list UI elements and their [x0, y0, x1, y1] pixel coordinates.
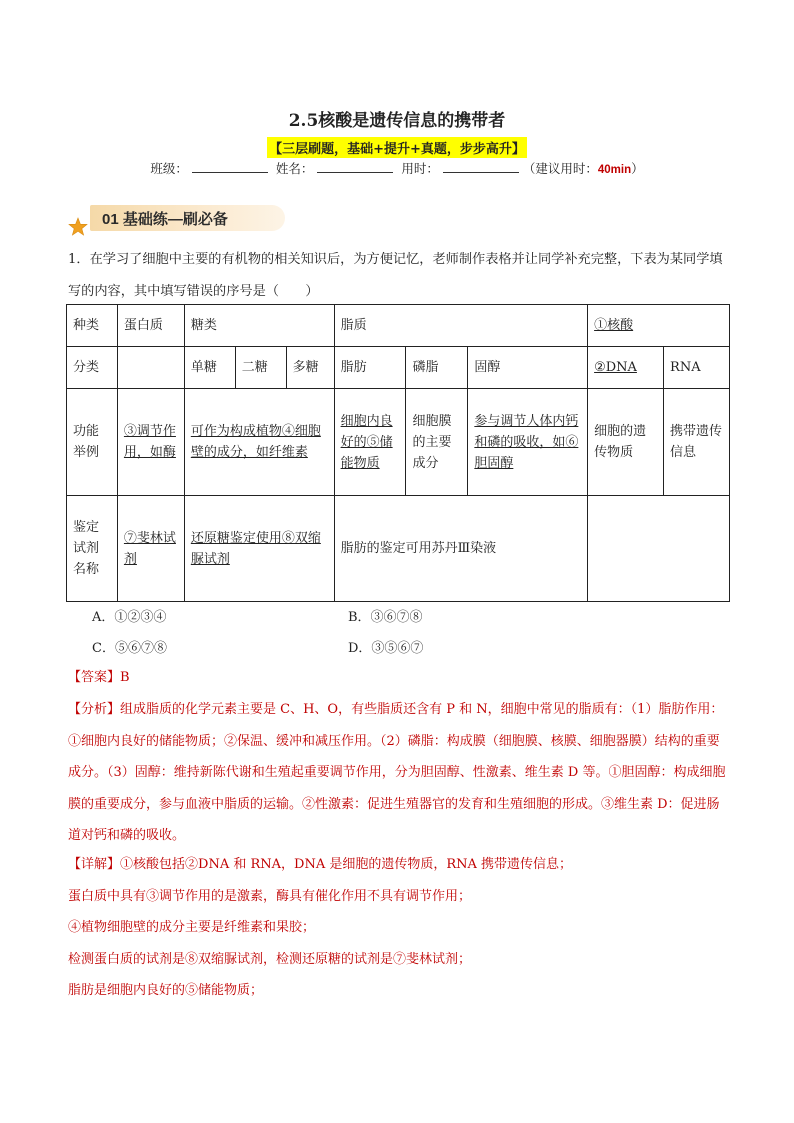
- table-row: [67, 389, 730, 496]
- page-title: 2.5核酸是遗传信息的携带者: [288, 111, 506, 131]
- table-cell: 种类: [67, 305, 118, 347]
- time-blank[interactable]: [443, 160, 519, 173]
- knowledge-table: [66, 304, 730, 602]
- table-cell: 脂质: [334, 305, 588, 347]
- table-cell: 固醇: [468, 347, 588, 389]
- time-label: 用时：: [401, 161, 439, 176]
- name-label: 姓名：: [275, 161, 314, 176]
- table-cell: ②DNA: [588, 347, 664, 389]
- detail-line: 脂肪是细胞内良好的⑤储能物质；: [68, 983, 264, 998]
- table-cell: 磷脂: [406, 347, 468, 389]
- table-cell: 还原糖鉴定使用⑧双缩脲试剂: [184, 496, 334, 602]
- table-cell: 脂肪: [334, 347, 406, 389]
- subtitle-banner: 【三层刷题，基础+提升+真题，步步高升】: [267, 137, 527, 158]
- table-row: [67, 496, 730, 602]
- detail-line: ④植物细胞壁的成分主要是纤维素和果胶；: [68, 920, 316, 935]
- detail-line: 蛋白质中具有③调节作用的是激素，酶具有催化作用不具有调节作用；: [68, 888, 472, 904]
- analysis-label: 【分析】: [68, 702, 121, 717]
- table-row: [67, 305, 730, 347]
- table-cell: 细胞的遗传物质: [588, 389, 664, 496]
- table-cell: 功能举例: [67, 389, 118, 496]
- section-header: [80, 203, 290, 233]
- table-cell: 鉴定试剂名称: [67, 496, 118, 602]
- table-cell: 蛋白质: [117, 305, 184, 347]
- option-b[interactable]: B．③⑥⑦⑧: [348, 610, 423, 625]
- table-cell: [588, 496, 730, 602]
- table-cell: 糖类: [184, 305, 334, 347]
- student-info-line: [0, 159, 794, 177]
- suggest-time: 40min: [597, 164, 632, 176]
- table-cell: 脂肪的鉴定可用苏丹Ⅲ染液: [334, 496, 588, 602]
- detail-text: ①核酸包括②DNA 和 RNA，DNA 是细胞的遗传物质，RNA 携带遗传信息；: [120, 857, 573, 872]
- analysis-block: [68, 694, 732, 852]
- detail-block: [68, 849, 732, 1007]
- answer-label: 【答案】: [68, 670, 121, 685]
- section-title: 01 基础练—刷必备: [102, 211, 228, 228]
- table-row: [67, 347, 730, 389]
- table-cell: 多糖: [286, 347, 334, 389]
- answer-value: B: [120, 670, 130, 685]
- answer-line: [68, 662, 732, 694]
- detail-line: [68, 849, 732, 881]
- table-cell: [117, 347, 184, 389]
- table-cell: 参与调节人体内钙和磷的吸收，如⑥胆固醇: [468, 389, 588, 496]
- detail-line: 检测蛋白质的试剂是⑧双缩脲试剂，检测还原糖的试剂是⑦斐林试剂；: [68, 951, 472, 967]
- table-cell: ③调节作用，如酶: [117, 389, 184, 496]
- option-a[interactable]: A．①②③④: [92, 610, 167, 625]
- table-cell: 可作为构成植物④细胞壁的成分，如纤维素: [184, 389, 334, 496]
- table-cell: 携带遗传信息: [664, 389, 730, 496]
- table-cell: 二糖: [235, 347, 286, 389]
- table-cell: 分类: [67, 347, 118, 389]
- name-blank[interactable]: [317, 160, 393, 173]
- option-c[interactable]: C．⑤⑥⑦⑧: [92, 641, 167, 656]
- subtitle-row: [0, 137, 794, 158]
- analysis-text: 组成脂质的化学元素主要是 C、H、O，有些脂质还含有 P 和 N，细胞中常见的脂质有：（1）脂肪作用：①细胞内良好的储能物质；②保温、缓冲和减压作用。（2）磷脂：构成膜（细胞膜、核膜、细胞器膜）结构的重要成分。（3）固醇：维持新陈代谢和生殖起重要调节作用，分为胆固醇、性激素、维生素 D 等。①胆固醇：构成细胞膜的重要成分，参与血液中脂质的运输。②性激素：促进生殖器官的发育和生殖细胞的形成。③维生素 D：促进肠道对钙和磷的吸收。: [68, 702, 726, 843]
- suggest-prefix: （建议用时：: [522, 161, 598, 176]
- star-icon: [68, 217, 88, 237]
- table-cell: ①核酸: [588, 305, 730, 347]
- table-cell: 细胞膜的主要成分: [406, 389, 468, 496]
- table-cell: 细胞内良好的⑤储能物质: [334, 389, 406, 496]
- class-label: 班级：: [150, 161, 188, 176]
- option-d[interactable]: D．③⑤⑥⑦: [348, 641, 424, 656]
- class-blank[interactable]: [192, 160, 268, 173]
- detail-label: 【详解】: [68, 857, 121, 872]
- table-cell: 单糖: [184, 347, 235, 389]
- table-cell: ⑦斐林试剂: [117, 496, 184, 602]
- suggest-suffix: ）: [631, 161, 644, 176]
- question-text: 1．在学习了细胞中主要的有机物的相关知识后，为方便记忆，老师制作表格并让同学补充完整，下表为某同学填写的内容，其中填写错误的序号是（ ）: [68, 252, 723, 299]
- table-cell: RNA: [664, 347, 730, 389]
